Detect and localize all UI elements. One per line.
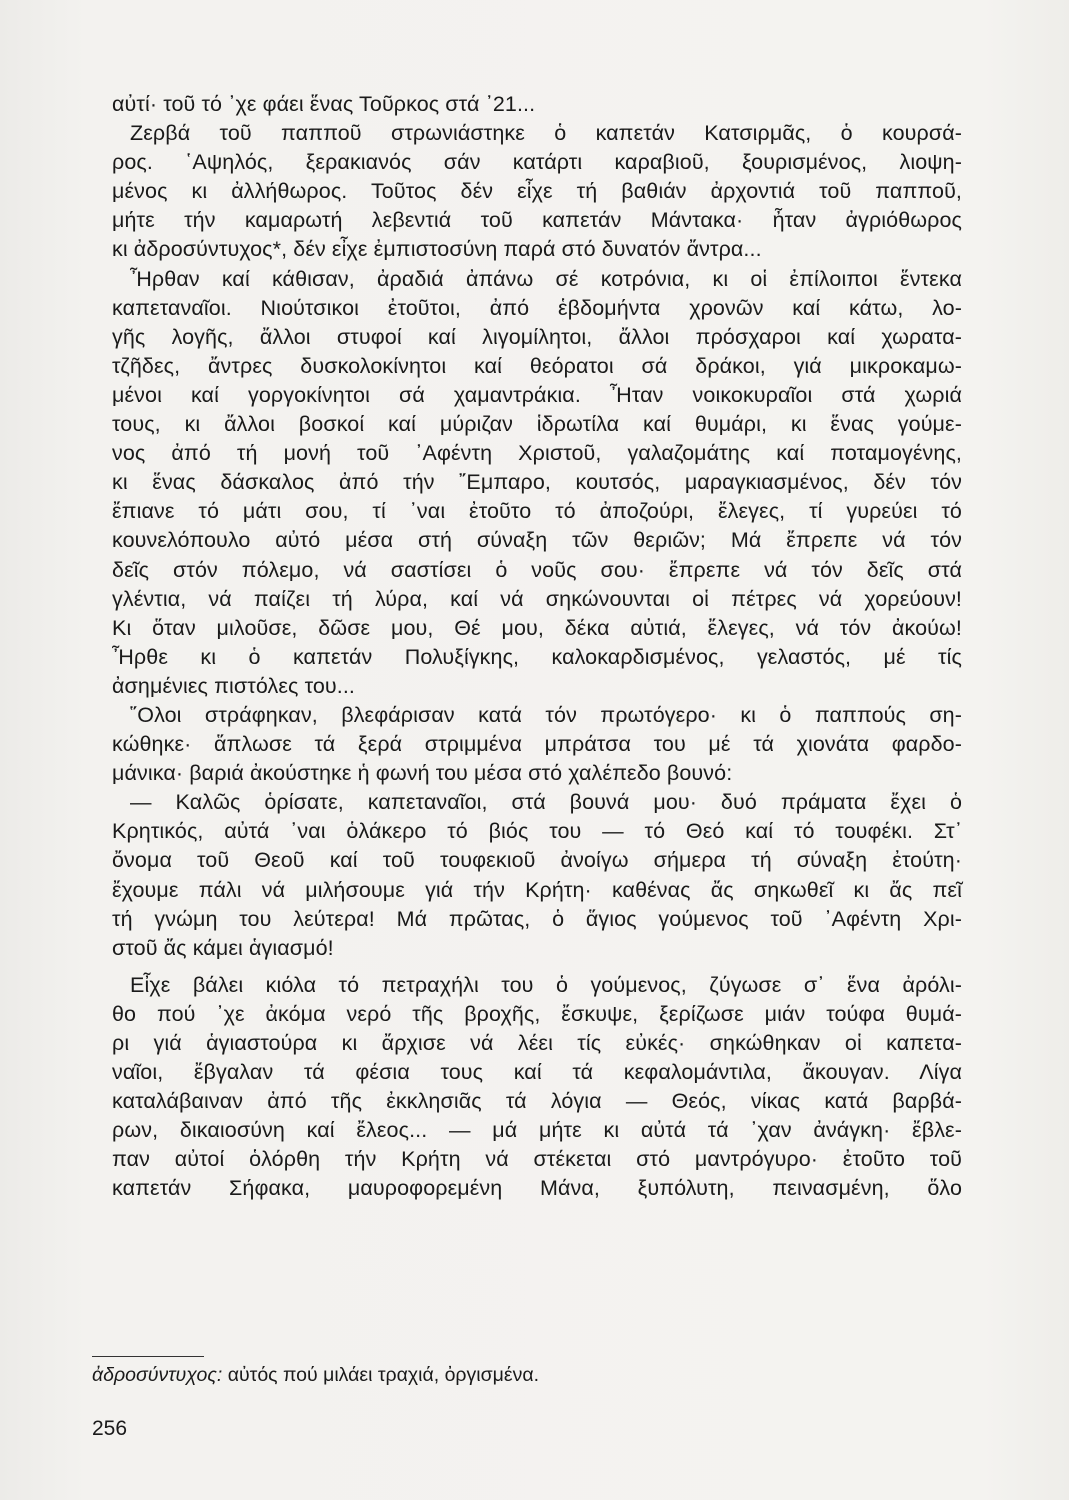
text-line: ὄνομα τοῦ Θεοῦ καί τοῦ τουφεκιοῦ ἀνοίγω σήμερα τή σύναξη ἐτούτη·: [112, 848, 962, 873]
text-line: κώθηκε· ἅπλωσε τά ξερά στριμμένα μπράτσα του μέ τά χιονάτα φαρδο-: [112, 732, 962, 757]
text-line: Ἦρθε κι ὁ καπετάν Πολυξίγκης, καλοκαρδισμένος, γελαστός, μέ τίς: [112, 644, 962, 669]
text-line: καταλάβαιναν ἀπό τῆς ἐκκλησιᾶς τά λόγια — Θεός, νίκας κατά βαρβά-: [112, 1089, 962, 1114]
text-line: ναῖοι, ἔβγαλαν τά φέσια τους καί τά κεφαλομάντιλα, ἄκουγαν. Λίγα: [112, 1060, 962, 1085]
text-line: ἀσημένιες πιστόλες του...: [112, 673, 355, 698]
text-line: Ἦρθαν καί κάθισαν, ἀραδιά ἀπάνω σέ κοτρόνια, κι οἱ ἐπίλοιποι ἕντεκα: [130, 266, 962, 291]
text-line: — Καλῶς ὁρίσατε, καπεταναῖοι, στά βουνά μου· δυό πράματα ἔχει ὁ: [130, 790, 962, 815]
text-line: μένοι καί γοργοκίνητοι σά χαμαντράκια. Ἦταν νοικοκυραῖοι στά χωριά: [112, 382, 962, 407]
text-line: δεῖς στόν πόλεμο, νά σαστίσει ὁ νοῦς σου· ἔπρεπε νά τόν δεῖς στά: [112, 557, 962, 582]
text-line: Ζερβά τοῦ παπποῦ στρωνιάστηκε ὁ καπετάν Κατσιρμᾶς, ὁ κουρσά-: [130, 121, 962, 146]
text-line: καπετάν Σήφακα, μαυροφορεμένη Μάνα, ξυπόλυτη, πεινασμένη, ὅλο: [112, 1176, 962, 1201]
text-line: στοῦ ἄς κάμει ἁγιασμό!: [112, 935, 334, 960]
text-line: κουνελόπουλο αὐτό μέσα στή σύναξη τῶν θεριῶν; Μά ἔπρεπε νά τόν: [112, 528, 962, 553]
text-line: παν αὐτοί ὁλόρθη τήν Κρήτη νά στέκεται στό μαντρόγυρο· ἐτοῦτο τοῦ: [112, 1147, 962, 1172]
footnote-definition: αὐτός πού μιλάει τραχιά, ὀργισμένα.: [222, 1364, 540, 1386]
text-line: αὐτί· τοῦ τό ᾿χε φάει ἕνας Τοῦρκος στά ᾿21...: [112, 92, 536, 116]
text-line: ρων, δικαιοσύνη καί ἔλεος... — μά μήτε κι αὐτά τά ᾿χαν ἀνάγκη· ἔβλε-: [112, 1118, 962, 1143]
text-line: Κρητικός, αὐτά ᾿ναι ὁλάκερο τό βιός του — τό Θεό καί τό τουφέκι. Στ᾿: [112, 819, 962, 844]
footnote: [92, 1362, 539, 1388]
text-line: Κι ὅταν μιλοῦσε, δῶσε μου, Θέ μου, δέκα αὐτιά, ἔλεγες, νά τόν ἀκούω!: [112, 615, 962, 640]
text-line: ἔπιανε τό μάτι σου, τί ᾿ναι ἐτοῦτο τό ἀποζούρι, ἔλεγες, τί γυρεύει τό: [112, 499, 962, 524]
text-line: Εἶχε βάλει κιόλα τό πετραχήλι του ὁ γούμενος, ζύγωσε σ᾿ ἕνα ἀρόλι-: [130, 972, 962, 997]
text-line: μάνικα· βαριά ἀκούστηκε ἡ φωνή του μέσα στό χαλέπεδο βουνό:: [112, 761, 733, 786]
text-line: τζῆδες, ἄντρες δυσκολοκίνητοι καί θεόρατοι σά δράκοι, γιά μικροκαμω-: [112, 353, 962, 378]
footnote-rule: [92, 1356, 204, 1357]
text-line: κι ἀδροσύντυχος*, δέν εἶχε ἐμπιστοσύνη παρά στό δυνατόν ἄντρα...: [112, 237, 762, 262]
text-line: γῆς λογῆς, ἄλλοι στυφοί καί λιγομίλητοι, ἄλλοι πρόσχαροι καί χωρατα-: [112, 324, 962, 349]
text-line: ρος. ῾Αψηλός, ξερακιανός σάν κατάρτι καραβιοῦ, ξουρισμένος, λιοψη-: [112, 150, 962, 175]
text-line: νος ἀπό τή μονή τοῦ ᾿Αφέντη Χριστοῦ, γαλαζομάτης καί ποταμογένης,: [112, 441, 962, 466]
text-line: γλέντια, νά παίζει τή λύρα, καί νά σηκώνουνται οἱ πέτρες νά χορεύουν!: [112, 586, 962, 611]
text-line: μήτε τήν καμαρωτή λεβεντιά τοῦ καπετάν Μάντακα· ἦταν ἀγριόθωρος: [112, 208, 962, 233]
footnote-term: ἀδροσύντυχος:: [92, 1364, 223, 1386]
text-line: μένος κι ἀλλήθωρος. Τοῦτος δέν εἶχε τή βαθιάν ἀρχοντιά τοῦ παπποῦ,: [112, 179, 962, 204]
text-line: θο πού ᾿χε ἀκόμα νερό τῆς βροχῆς, ἔσκυψε, ξερίζωσε μιάν τούφα θυμά-: [112, 1001, 962, 1026]
text-line: τή γνώμη του λεύτερα! Μά πρῶτας, ὁ ἅγιος γούμενος τοῦ ᾿Αφέντη Χρι-: [112, 906, 962, 931]
text-line: ῞Ολοι στράφηκαν, βλεφάρισαν κατά τόν πρωτόγερο· κι ὁ παππούς ση-: [130, 702, 962, 727]
text-line: τους, κι ἄλλοι βοσκοί καί μύριζαν ἱδρωτίλα καί θυμάρι, κι ἕνας γούμε-: [112, 412, 962, 437]
text-line: κι ἕνας δάσκαλος ἀπό τήν ῎Εμπαρο, κουτσός, μαραγκιασμένος, δέν τόν: [112, 470, 962, 495]
text-line: ρι γιά ἁγιαστούρα κι ἄρχισε νά λέει τίς εὐκές· σηκώθηκαν οἱ καπετα-: [112, 1031, 962, 1055]
text-line: καπεταναῖοι. Νιούτσικοι ἐτοῦτοι, ἀπό ἑβδομήντα χρονῶν καί κάτω, λο-: [112, 295, 962, 320]
page-number: 256: [92, 1417, 128, 1440]
paragraph-gap: [112, 963, 962, 971]
text-line: ἔχουμε πάλι νά μιλήσουμε γιά τήν Κρήτη· καθένας ἄς σηκωθεῖ κι ἄς πεῖ: [112, 877, 962, 902]
body-text: [112, 90, 962, 1204]
